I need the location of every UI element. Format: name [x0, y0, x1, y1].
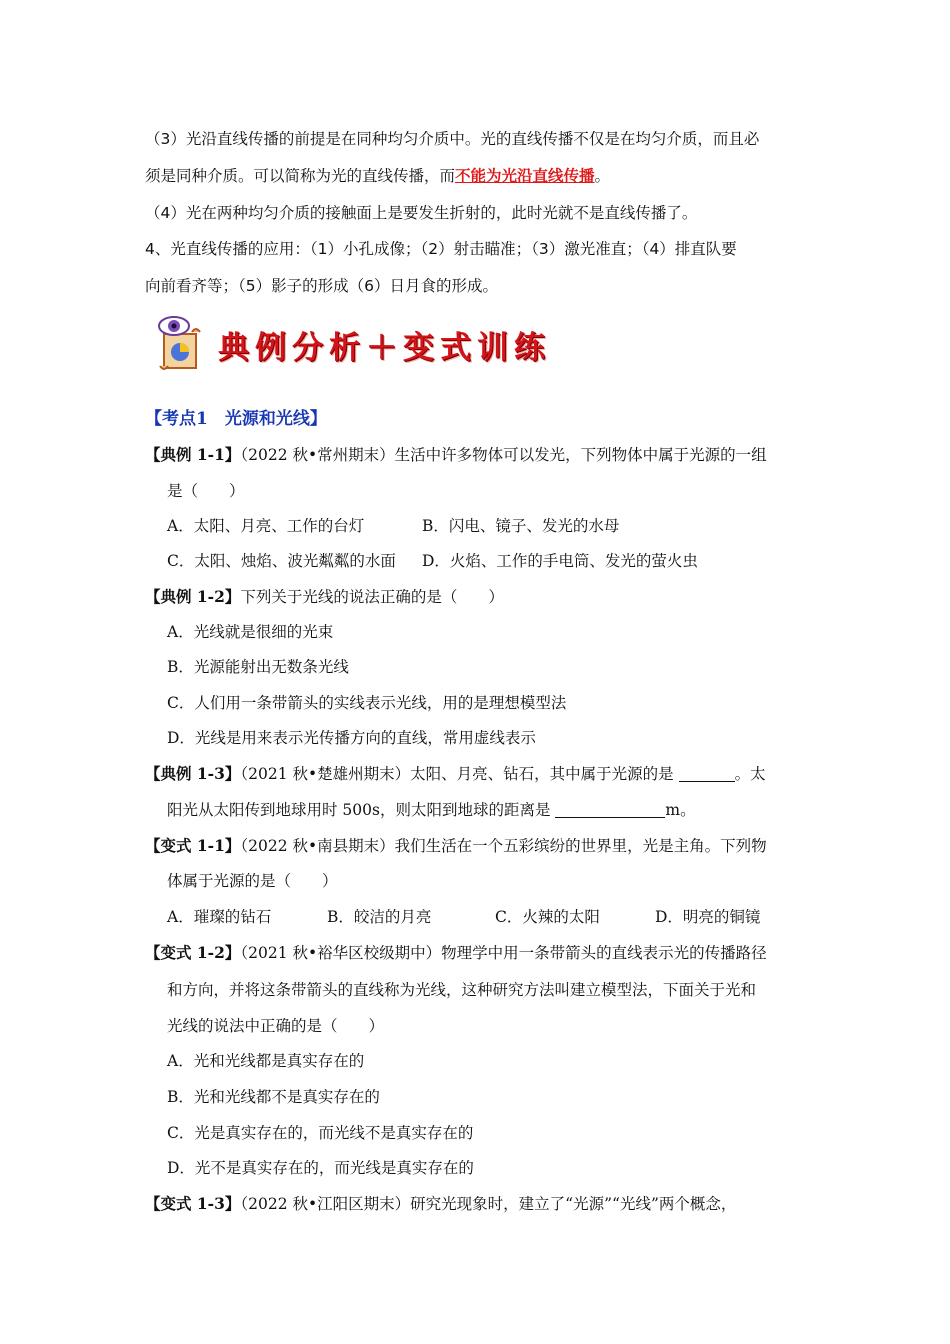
option-c: C．人们用一条带箭头的实线表示光线，用的是理想模型法: [167, 694, 567, 712]
option-d: D．光线是用来表示光传播方向的直线，常用虚线表示: [167, 729, 536, 747]
option-b: B．光源能射出无数条光线: [167, 658, 349, 676]
intro-text: 须是同种介质。可以简称为光的直线传播，而: [145, 167, 456, 185]
intro-text-end: 。: [594, 167, 611, 185]
option-c: C．太阳、烛焰、波光粼粼的水面: [167, 552, 396, 570]
variant-1-1-stem: [145, 835, 767, 857]
option-a: A．太阳、月亮、工作的台灯: [167, 517, 365, 535]
variant-1-2-stem: [145, 942, 767, 964]
eye-scroll-icon: [150, 312, 210, 374]
option-c: C．火辣的太阳: [495, 908, 600, 926]
question-tag: 【典例 1-2】: [145, 587, 241, 606]
answer-blank[interactable]: [555, 801, 665, 818]
variant-tag: 【变式 1-1】: [145, 836, 241, 855]
emphasis-text: 不能为光沿直线传播: [455, 167, 595, 185]
intro-paragraph-3-line-1: （3）光沿直线传播的前提是在同种均匀介质中。光的直线传播不仅是在均匀介质，而且必: [145, 130, 760, 148]
question-1-3-stem-2: [167, 799, 696, 821]
application-line-1: 4、光直线传播的应用：（1）小孔成像；（2）射击瞄准；（3）激光准直；（4）排直队要: [145, 240, 737, 258]
variant-tag: 【变式 1-3】: [145, 1194, 241, 1213]
option-c: C．光是真实存在的，而光线不是真实存在的: [167, 1124, 474, 1142]
question-1-1-stem-2: 是（ ）: [167, 482, 245, 500]
question-stem-end: m。: [665, 801, 696, 819]
variant-tag: 【变式 1-2】: [145, 943, 241, 962]
option-d: D．光不是真实存在的，而光线是真实存在的: [167, 1159, 474, 1177]
question-1-1-options-cd: [167, 550, 698, 572]
question-stem-end: 。太: [734, 765, 766, 783]
variant-stem: （2022 秋•江阳区期末）研究光现象时，建立了“光源”“光线”两个概念，: [240, 1195, 737, 1213]
question-1-1-options-ab: [167, 515, 619, 537]
option-d: D．明亮的铜镜: [655, 908, 761, 926]
variant-1-2-stem-2: 和方向，并将这条带箭头的直线称为光线，这种研究方法叫建立模型法，下面关于光和: [167, 981, 757, 999]
variant-1-1-stem-2: 体属于光源的是（ ）: [167, 872, 338, 890]
variant-1-3-stem: [145, 1193, 736, 1215]
application-line-2: 向前看齐等；（5）影子的形成（6）日月食的形成。: [145, 277, 498, 295]
question-tag: 【典例 1-3】: [145, 764, 241, 783]
question-tag: 【典例 1-1】: [145, 445, 241, 464]
option-a: A．璀璨的钻石: [167, 908, 272, 926]
answer-blank[interactable]: [679, 765, 735, 782]
option-b: B．皎洁的月亮: [327, 908, 432, 926]
question-1-2-stem: [145, 586, 504, 608]
question-stem: 下列关于光线的说法正确的是（ ）: [240, 588, 504, 606]
question-1-1-stem: [145, 444, 767, 466]
option-b: B．闪电、镜子、发光的水母: [422, 517, 620, 535]
variant-stem: （2022 秋•南县期末）我们生活在一个五彩缤纷的世界里，光是主角。下列物: [240, 837, 767, 855]
option-a: A．光和光线都是真实存在的: [167, 1052, 365, 1070]
option-b: B．光和光线都不是真实存在的: [167, 1088, 380, 1106]
variant-1-1-options: [167, 906, 760, 928]
variant-stem: （2021 秋•裕华区校级期中）物理学中用一条带箭头的直线表示光的传播路径: [240, 944, 767, 962]
variant-1-2-stem-3: 光线的说法中正确的是（ ）: [167, 1017, 385, 1035]
option-d: D．火焰、工作的手电筒、发光的萤火虫: [422, 552, 698, 570]
option-a: A．光线就是很细的光束: [167, 623, 334, 641]
question-stem: （2022 秋•常州期末）生活中许多物体可以发光，下列物体中属于光源的一组: [240, 446, 767, 464]
banner-title: 典例分析＋变式训练: [218, 330, 551, 366]
question-stem: 阳光从太阳传到地球用时 500s，则太阳到地球的距离是: [167, 801, 551, 819]
question-1-3-stem: [145, 763, 766, 785]
question-stem: （2021 秋•楚雄州期末）太阳、月亮、钻石，其中属于光源的是: [240, 765, 674, 783]
intro-paragraph-4: （4）光在两种均匀介质的接触面上是要发生折射的，此时光就不是直线传播了。: [145, 204, 698, 222]
intro-paragraph-3-line-2: [145, 165, 610, 187]
section-heading: 【考点1 光源和光线】: [145, 409, 327, 429]
